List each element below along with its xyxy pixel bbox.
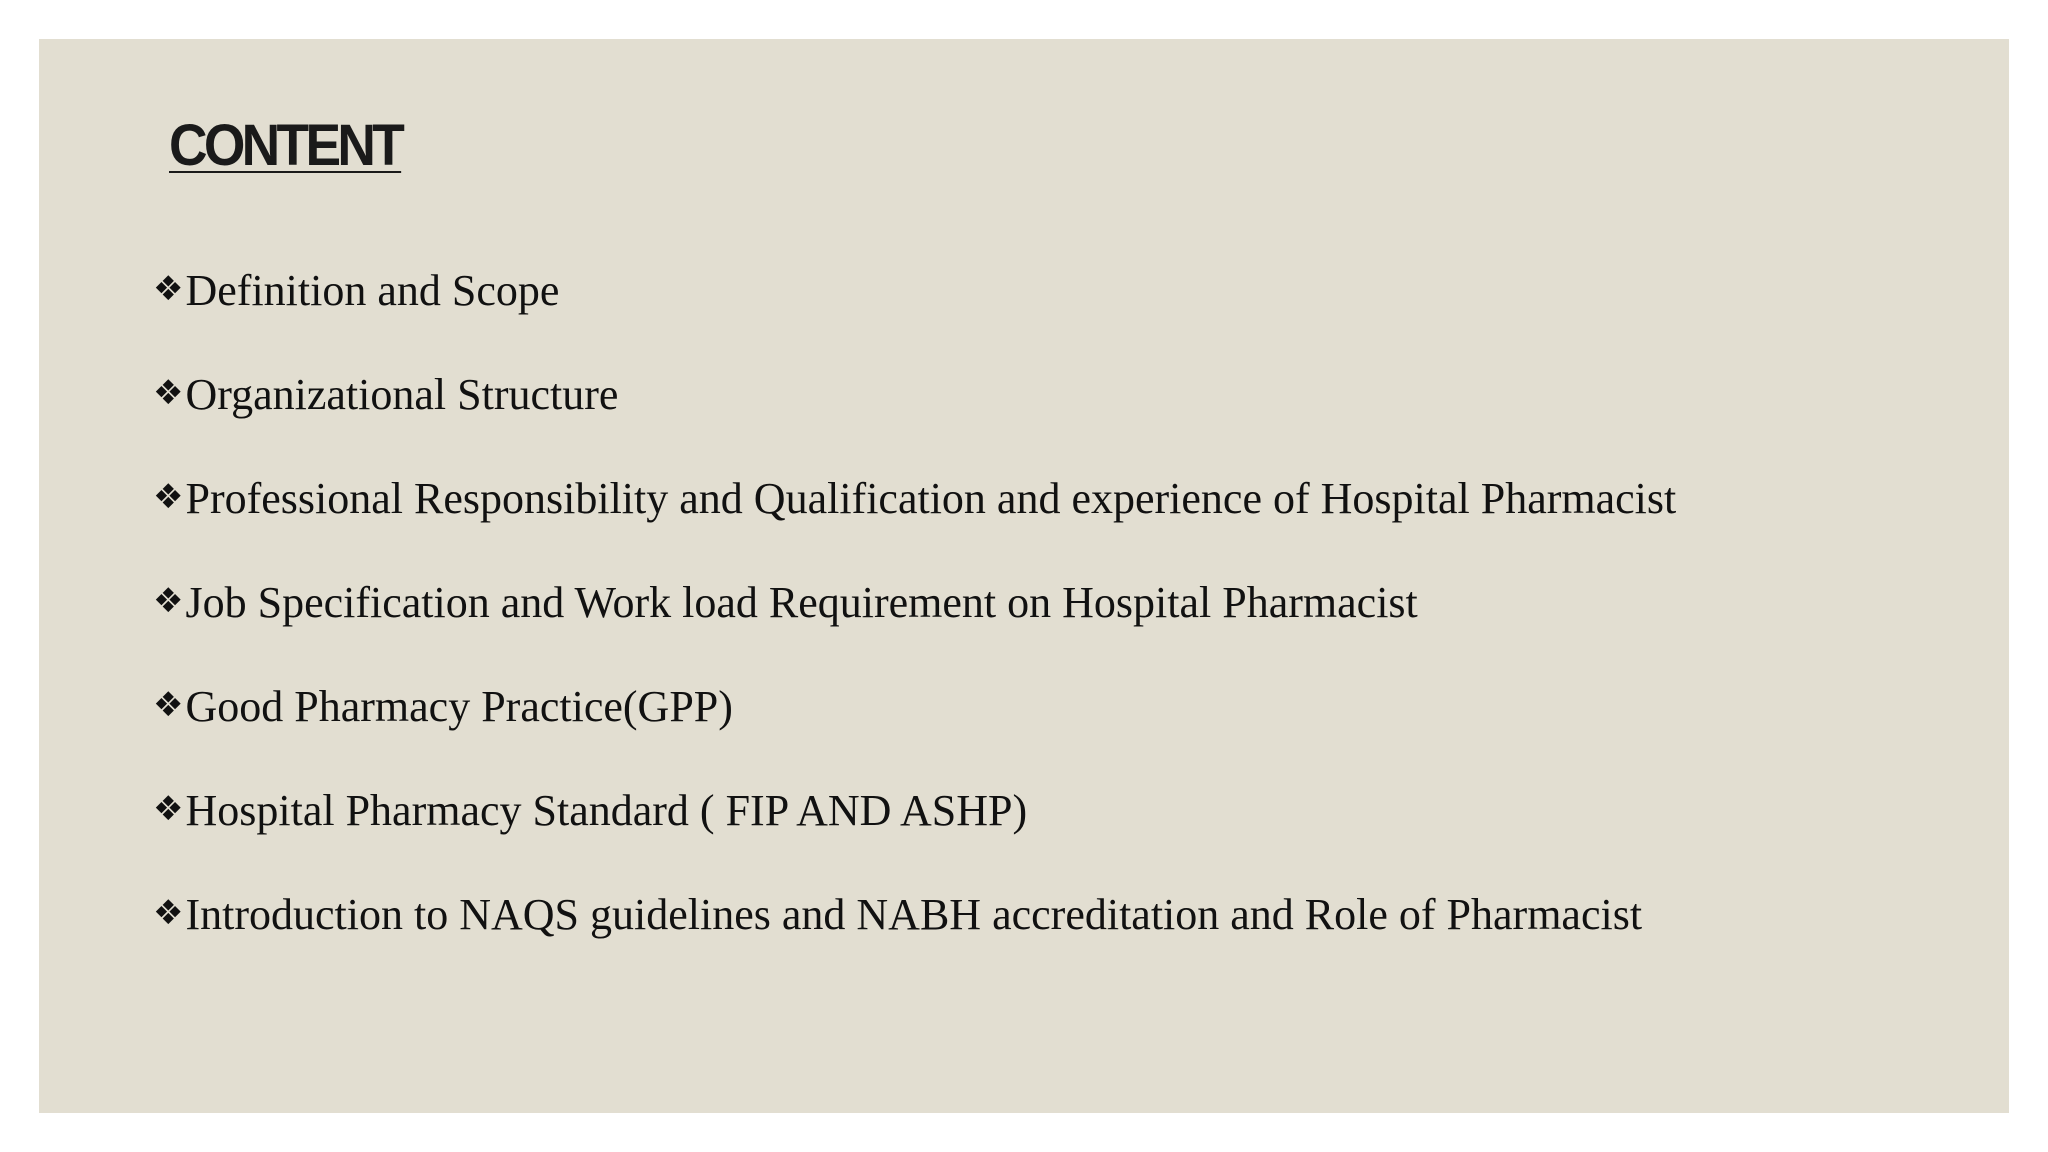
- list-item-label: Introduction to NAQS guidelines and NABH accreditation and Role of Pharmacist: [185, 890, 1643, 939]
- diamond-bullet-icon: ❖: [153, 373, 184, 413]
- diamond-bullet-icon: ❖: [153, 269, 184, 309]
- list-item-label: Definition and Scope: [185, 266, 560, 315]
- diamond-bullet-icon: ❖: [153, 789, 184, 829]
- list-item-label: Professional Responsibility and Qualification and experience of Hospital Pharmacist: [185, 474, 1677, 523]
- diamond-bullet-icon: ❖: [153, 893, 184, 933]
- content-list: [153, 267, 1676, 995]
- list-item-label: Job Specification and Work load Requirement on Hospital Pharmacist: [185, 578, 1418, 627]
- list-item: [153, 267, 1676, 371]
- list-item: [153, 579, 1676, 683]
- list-item: [153, 787, 1676, 891]
- list-item: [153, 891, 1676, 995]
- list-item-label: Good Pharmacy Practice(GPP): [185, 682, 733, 731]
- diamond-bullet-icon: ❖: [153, 581, 184, 621]
- slide-canvas: [39, 39, 2009, 1113]
- list-item-label: Hospital Pharmacy Standard ( FIP AND ASHP): [185, 786, 1028, 835]
- list-item-label: Organizational Structure: [185, 370, 619, 419]
- list-item: [153, 475, 1676, 579]
- list-item: [153, 371, 1676, 475]
- slide-title: CONTENT: [169, 113, 402, 178]
- diamond-bullet-icon: ❖: [153, 685, 184, 725]
- list-item: [153, 683, 1676, 787]
- diamond-bullet-icon: ❖: [153, 477, 184, 517]
